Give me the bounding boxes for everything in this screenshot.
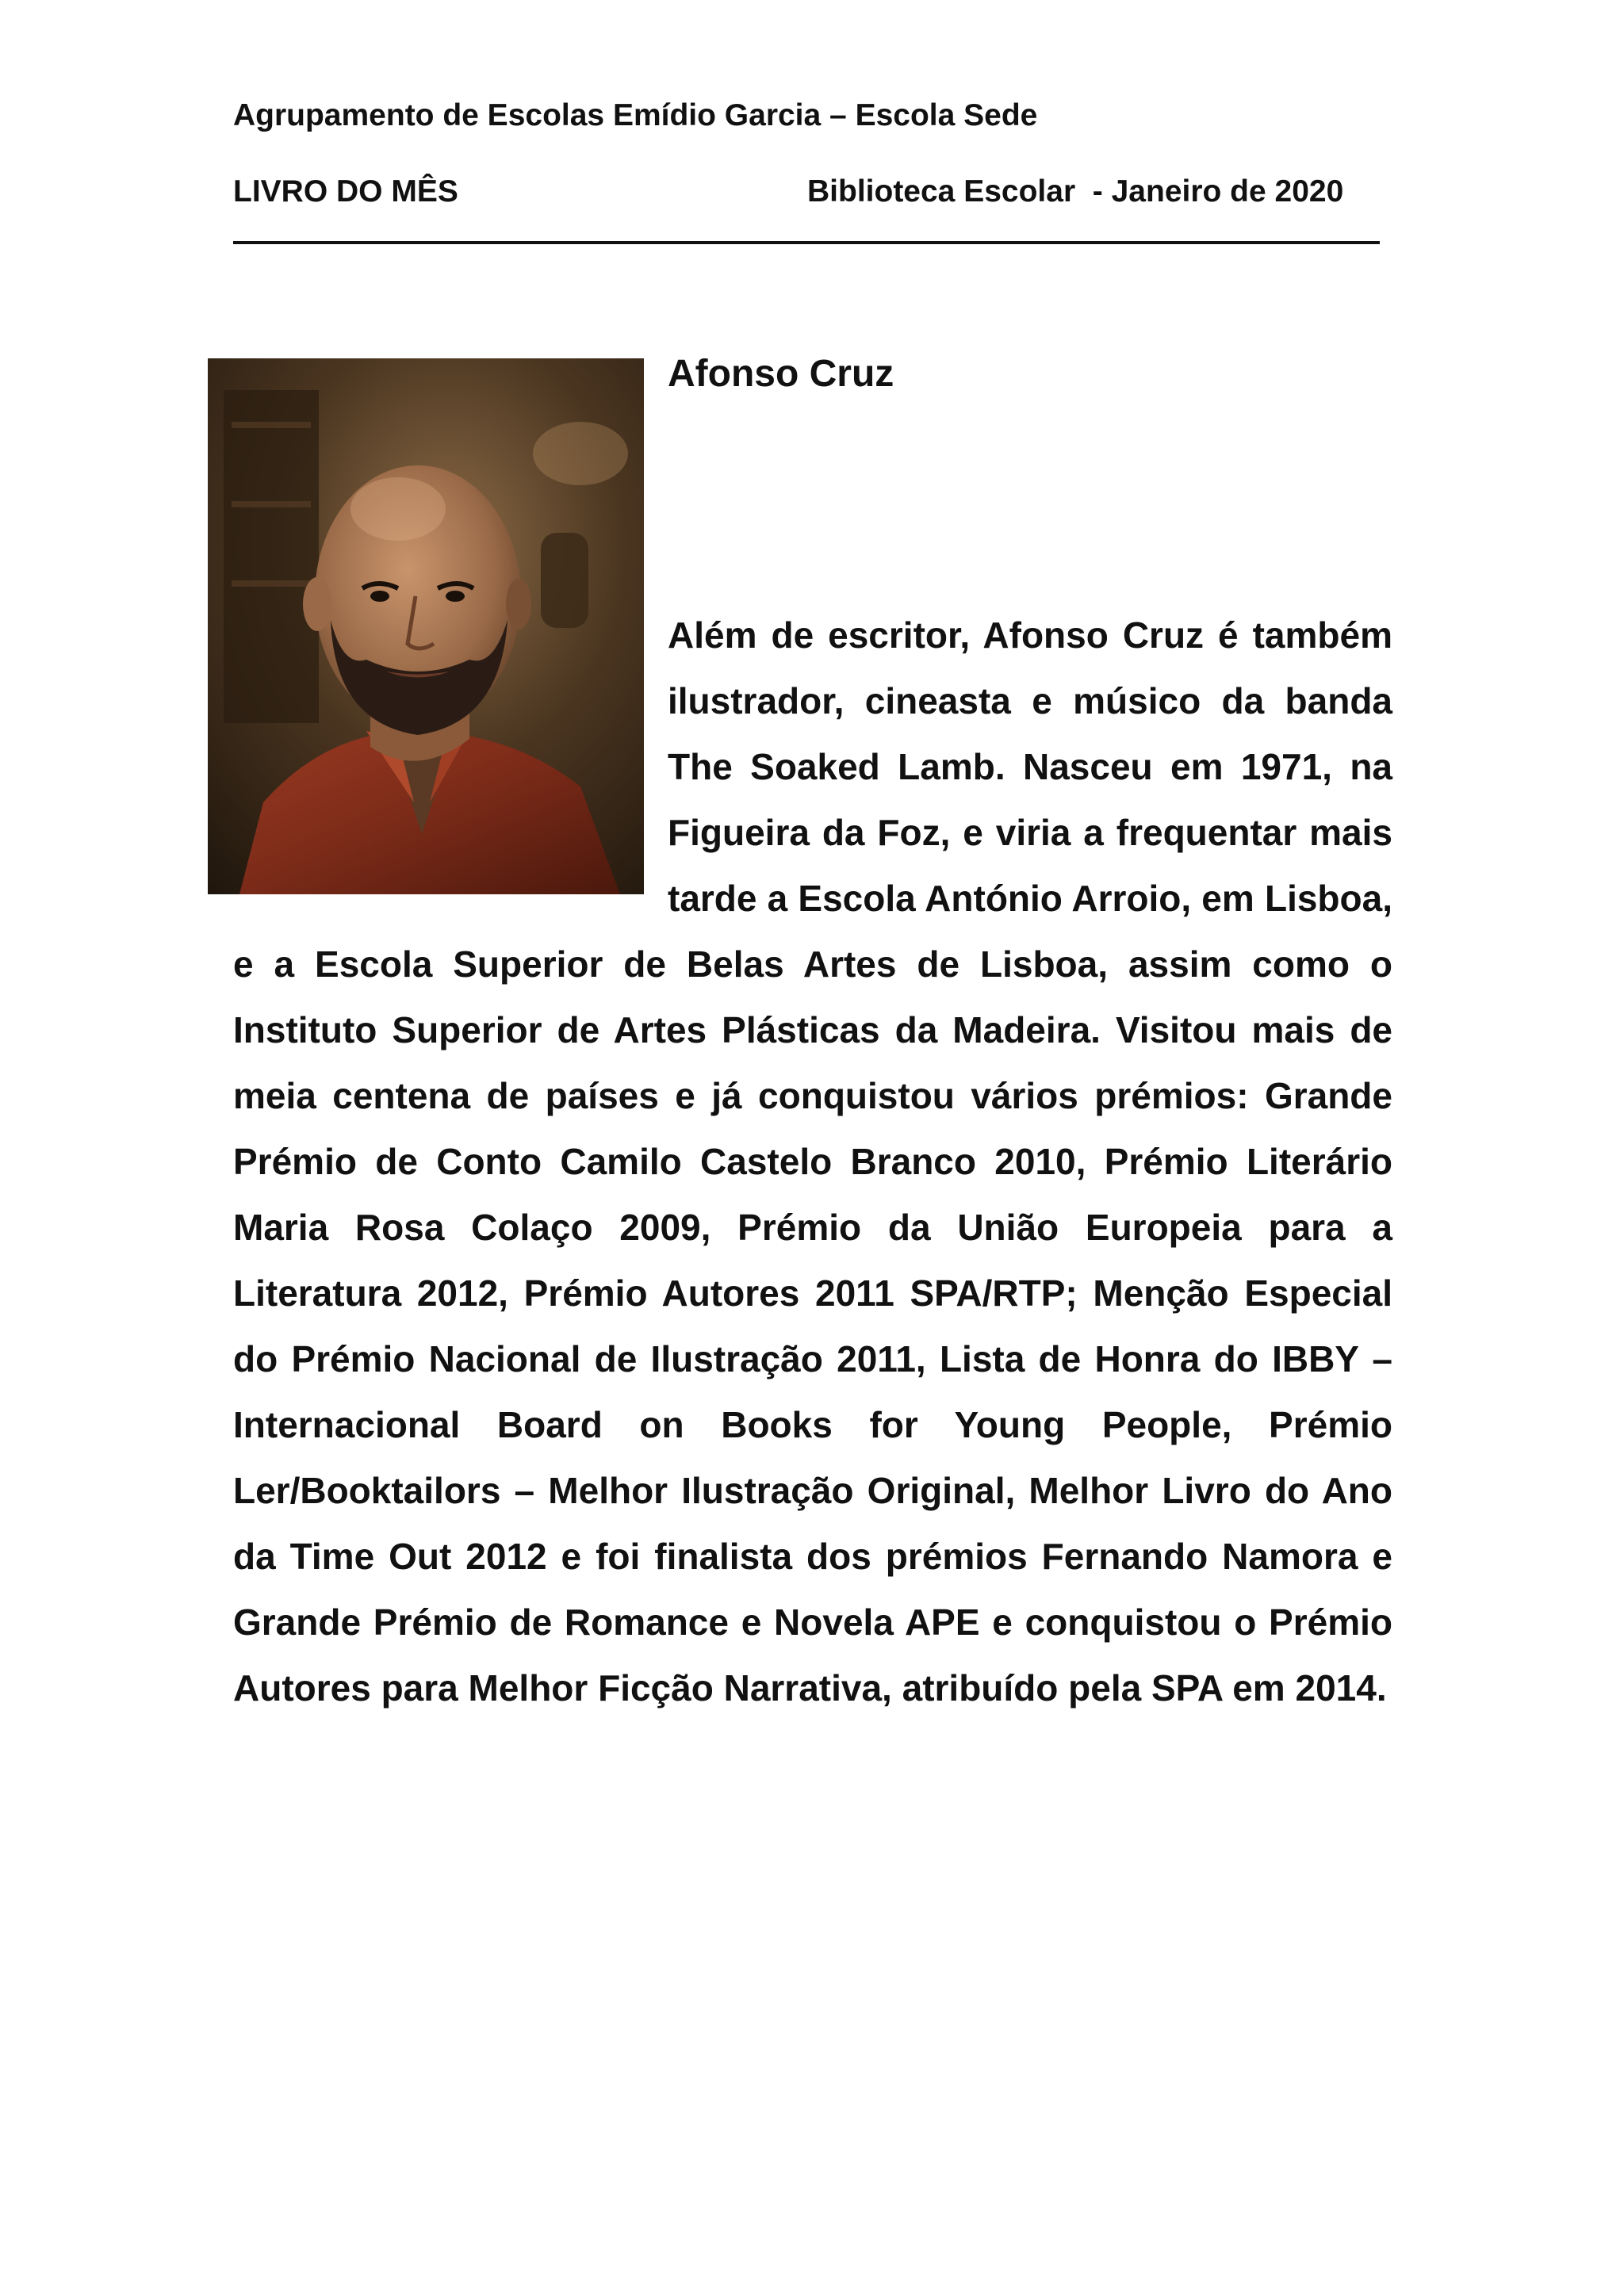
author-name: Afonso Cruz <box>668 353 894 395</box>
school-name: Agrupamento de Escolas Emídio Garcia – Escola Sede <box>233 98 1038 132</box>
author-biography <box>233 603 1392 1721</box>
biography-text: Além de escritor, Afonso Cruz é também ilustrador, cineasta e músico da banda The Soaked Lamb. Nasceu em 1971, na Figueira da Foz, e viria a frequentar mais tarde a Escola António Arroio, em Lisboa, e a Escola Superior de Belas Artes de Lisboa, assim como o Instituto Superior de Artes Plásticas da Madeira. Visitou mais de meia centena de países e já conquistou vários prémios: Grande Prémio de Conto Camilo Castelo Branco 2010, Prémio Literário Maria Rosa Colaço 2009, Prémio da União Europeia para a Literatura 2012, Prémio Autores 2011 SPA/RTP; Menção Especial do Prémio Nacional de Ilustração 2011, Lista de Honra do IBBY – Internacional Board on Books for Young People, Prémio Ler/Booktailors – Melhor Ilustração Original, Melhor Livro do Ano da Time Out 2012 e foi finalista dos prémios Fernando Namora e Grande Prémio de Romance e Novela APE e conquistou o Prémio Autores para Melhor Ficção Narrativa, atribuído pela SPA em 2014. <box>233 614 1392 1709</box>
library-date: Biblioteca Escolar - Janeiro de 2020 <box>807 174 1344 209</box>
photo-spacer <box>233 603 668 899</box>
header-divider <box>233 241 1380 244</box>
section-title: LIVRO DO MÊS <box>233 174 458 209</box>
